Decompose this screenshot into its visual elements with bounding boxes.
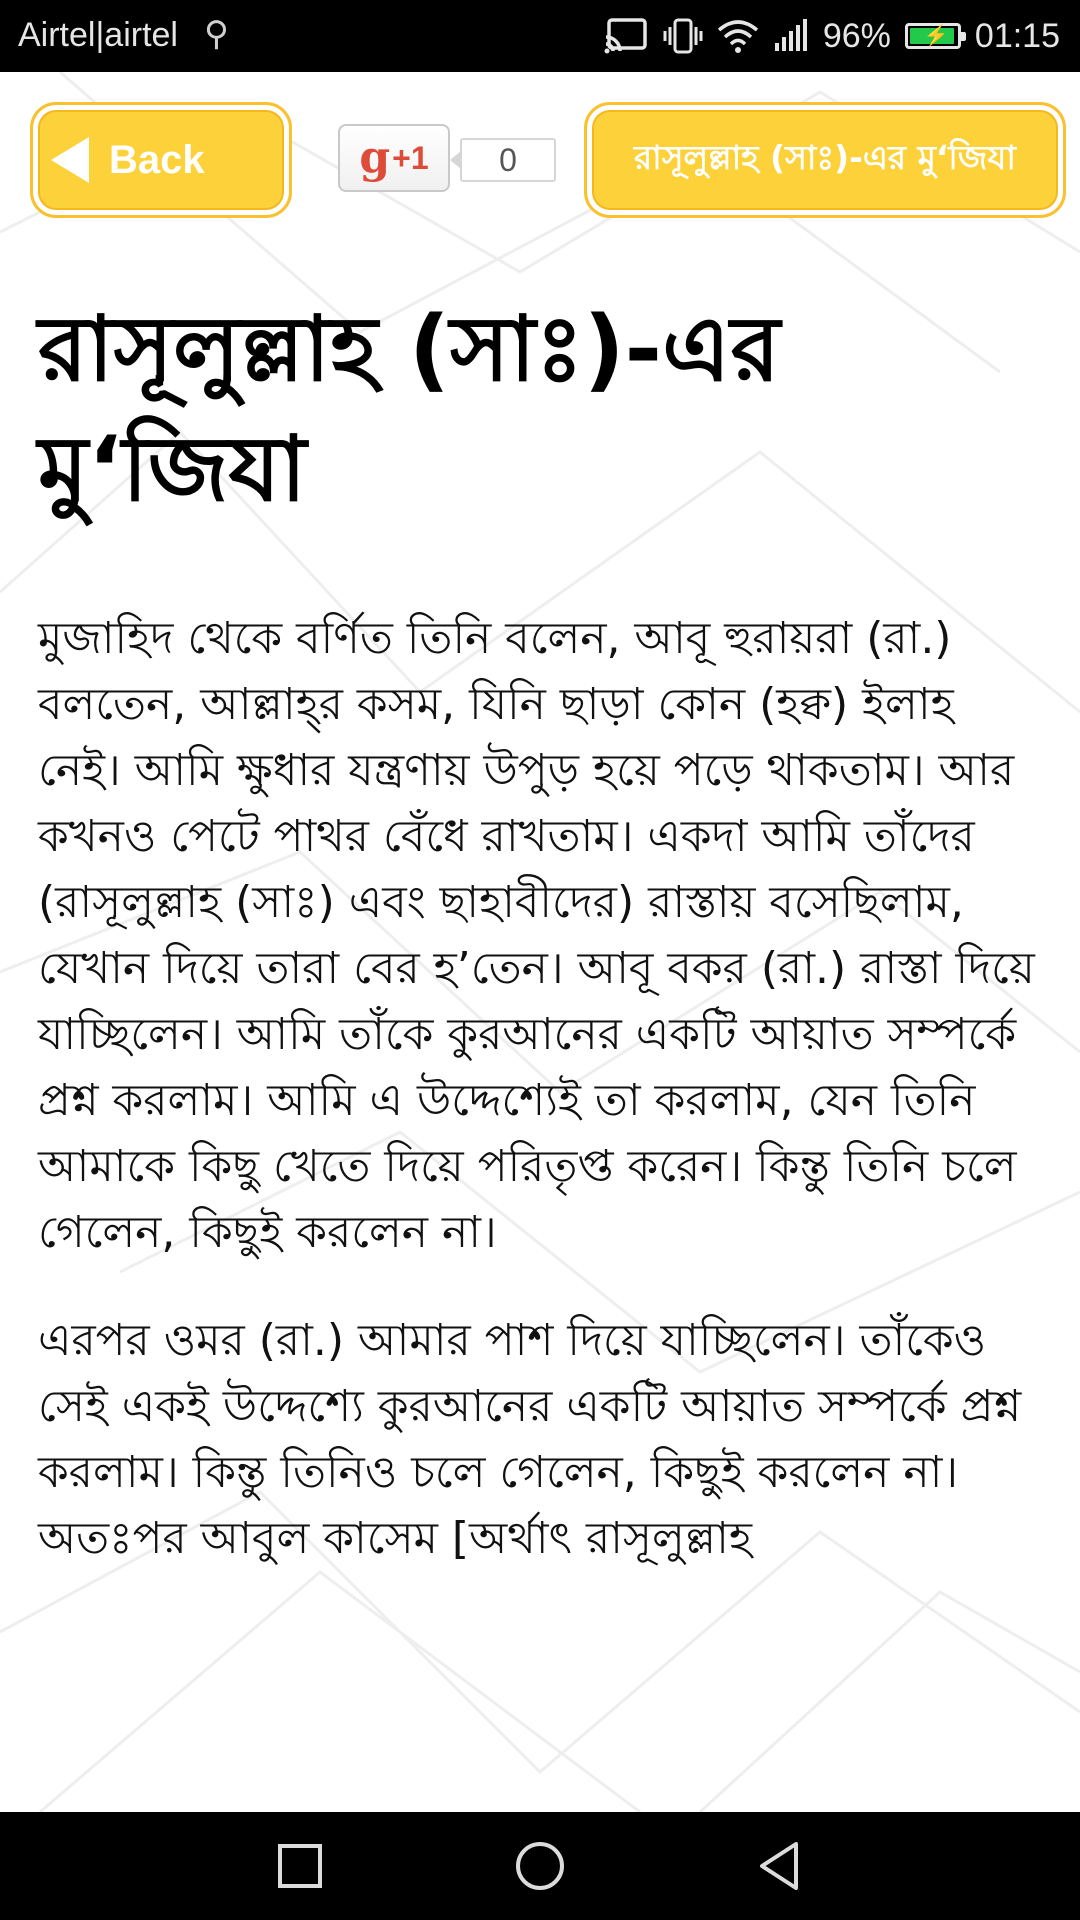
- status-icons: [603, 14, 1060, 58]
- back-triangle-icon[interactable]: [750, 1836, 810, 1896]
- google-plus-count: 0: [460, 138, 556, 182]
- carrier-name: Airtel|airtel: [18, 16, 178, 54]
- charging-bolt-icon: ⚡: [923, 25, 949, 47]
- back-button[interactable]: [30, 102, 292, 218]
- battery-percent: 96%: [822, 16, 891, 55]
- vibrate-icon: [663, 16, 703, 56]
- wifi-icon: [717, 18, 759, 54]
- back-arrow-icon: [51, 137, 89, 183]
- google-plus-icon: g: [359, 132, 391, 183]
- title-button[interactable]: রাসূলুল্লাহ (সাঃ)-এর মু‘জিযা: [584, 102, 1066, 218]
- app-content: [0, 72, 1080, 1812]
- article-paragraph: এরপর ওমর (রা.) আমার পাশ দিয়ে যাচ্ছিলেন। তাঁকেও সেই একই উদ্দেশ্যে কুরআনের একটি আয়াত সম্পর্কে প্রশ্ন করলাম। কিন্তু তিনিও চলে গেলেন, কিছুই করলেন না। অতঃপর আবুল কাসেম [অর্থাৎ রাসূলুল্লাহ: [38, 1315, 1022, 1564]
- google-plus-one-label: +1: [392, 139, 429, 176]
- article-paragraph: মুজাহিদ থেকে বর্ণিত তিনি বলেন, আবূ হুরায়রা (রা.) বলতেন, আল্লাহ্‌র কসম, যিনি ছাড়া কোন (হক্ব) ইলাহ নেই। আমি ক্ষুধার যন্ত্রণায় উপুড় হয়ে পড়ে থাকতাম। আর কখনও পেটে পাথর বেঁধে রাখতাম। একদা আমি তাঁদের (রাসূলুল্লাহ (সাঃ) এবং ছাহাবীদের) রাস্তায় বসেছিলাম, যেখান দিয়ে তারা বের হ’তেন। আবূ বকর (রা.) রাস্তা দিয়ে যাচ্ছিলেন। আমি তাঁকে কুরআনের একটি আয়াত সম্পর্কে প্রশ্ন করলাম। আমি এ উদ্দেশ্যেই তা করলাম, যেন তিনি আমাকে কিছু খেতে দিয়ে পরিতৃপ্ত করেন। কিন্তু তিনি চলে গেলেন, কিছুই করলেন না।: [38, 613, 1035, 1258]
- google-plus-one-button[interactable]: [338, 124, 450, 192]
- signal-icon: [773, 19, 809, 53]
- back-button-label: Back: [109, 137, 205, 182]
- usb-icon: ⚲: [204, 15, 229, 53]
- navigation-bar: [0, 1812, 1080, 1920]
- cast-icon: [603, 17, 649, 55]
- status-bar: [0, 0, 1080, 72]
- recents-square-icon[interactable]: [270, 1836, 330, 1896]
- home-circle-icon[interactable]: [510, 1836, 570, 1896]
- article-title: রাসূলুল্লাহ (সাঃ)-এর মু‘জিযা: [38, 297, 780, 522]
- clock: 01:15: [974, 16, 1060, 55]
- battery-icon: [905, 23, 961, 49]
- article: [38, 290, 1048, 1614]
